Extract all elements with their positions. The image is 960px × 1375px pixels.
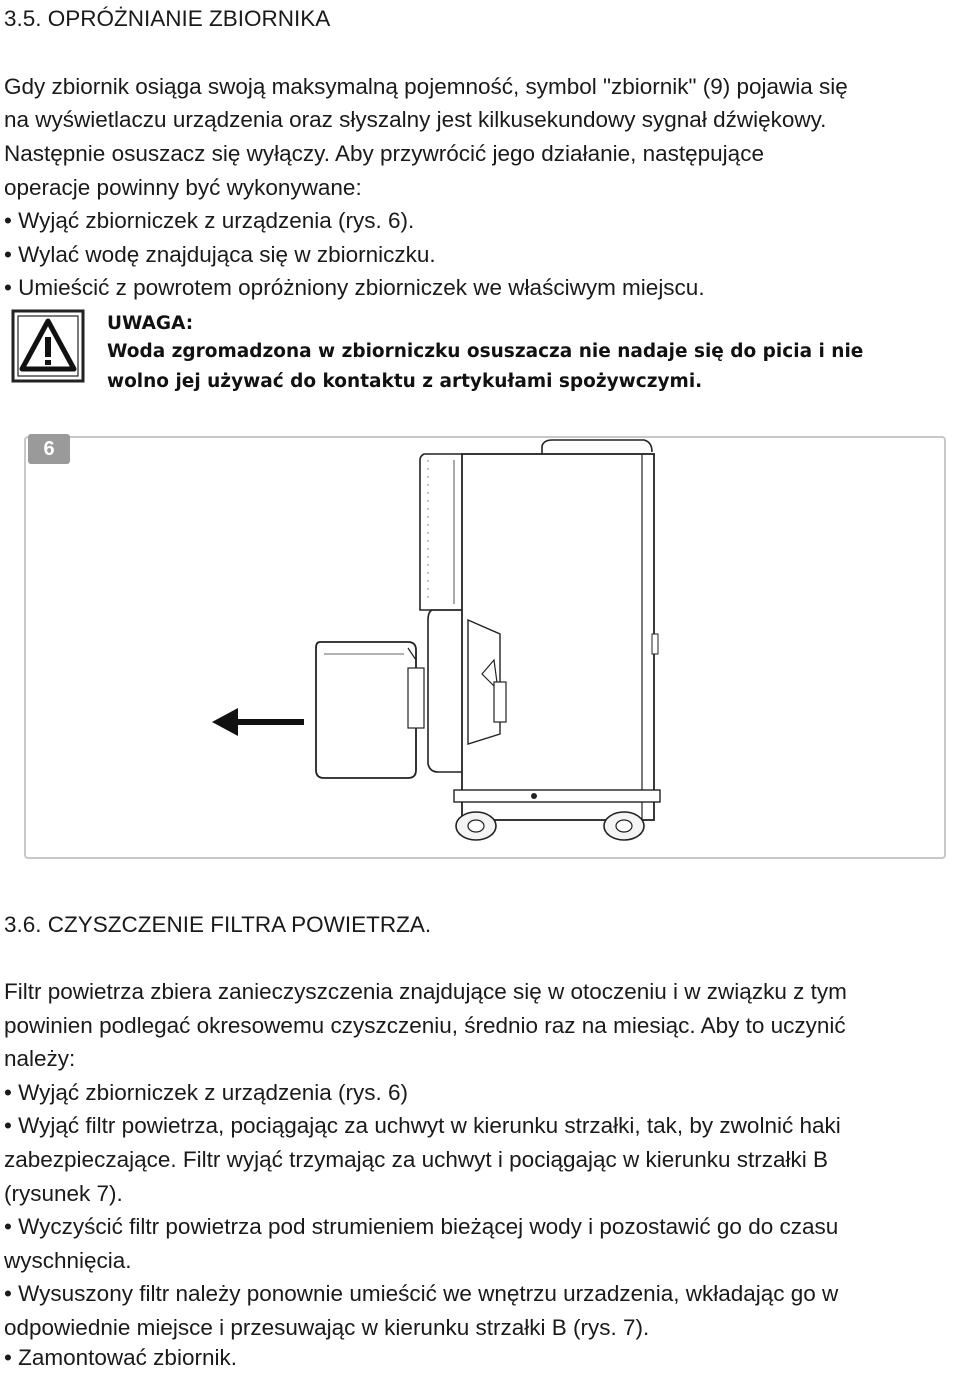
bullet-item: • Wysuszony filtr należy ponownie umieścić we wnętrzu urzadzenia, wkładając go w — [4, 1281, 839, 1306]
paragraph-line: Gdy zbiornik osiąga swoją maksymalną pojemność, symbol "zbiornik" (9) pojawia się — [4, 74, 848, 99]
paragraph-line: odpowiednie miejsce i przesuwając w kierunku strzałki B (rys. 7). — [4, 1315, 650, 1340]
paragraph-line: zabezpieczające. Filtr wyjąć trzymając za uchwyt i pociągając w kierunku strzałki B — [4, 1147, 829, 1172]
paragraph-line: Filtr powietrza zbiera zanieczyszczenia znajdujące się w otoczeniu i w związku z tym — [4, 979, 847, 1004]
paragraph-line: należy: — [4, 1046, 76, 1071]
bullet-item: • Wyjąć zbiorniczek z urządzenia (rys. 6). — [4, 208, 415, 233]
paragraph-line: operacje powinny być wykonywane: — [4, 175, 362, 200]
section-3-5-heading: 3.5. OPRÓŻNIANIE ZBIORNIKA — [4, 6, 331, 31]
bullet-item: • Wyjąć filtr powietrza, pociągając za uchwyt w kierunku strzałki, tak, by zwolnić haki — [4, 1113, 841, 1138]
figure-6-illustration — [24, 434, 946, 860]
paragraph-line: powinien podlegać okresowemu czyszczeniu, średnio raz na miesiąc. Aby to uczynić — [4, 1013, 846, 1038]
paragraph-line: na wyświetlaczu urządzenia oraz słyszalny jest kilkusekundowy sygnał dźwiękowy. — [4, 107, 827, 132]
section-3-6-heading: 3.6. CZYSZCZENIE FILTRA POWIETRZA. — [4, 912, 432, 937]
bullet-item: • Umieścić z powrotem opróżniony zbiorniczek we właściwym miejscu. — [4, 275, 705, 300]
warning-title: UWAGA: — [107, 313, 194, 334]
bullet-item: • Zamontować zbiornik. — [4, 1345, 237, 1370]
bullet-item: • Wylać wodę znajdująca się w zbiorniczku. — [4, 242, 436, 267]
bullet-item: • Wyjąć zbiorniczek z urządzenia (rys. 6) — [4, 1080, 409, 1105]
warning-icon — [11, 309, 85, 383]
paragraph-line: wyschnięcia. — [4, 1248, 132, 1273]
paragraph-line: (rysunek 7). — [4, 1181, 123, 1206]
figure-number-badge: 6 — [28, 434, 70, 464]
warning-text: wolno jej używać do kontaktu z artykułami spożywczymi. — [107, 371, 703, 392]
warning-text: Woda zgromadzona w zbiorniczku osuszacza nie nadaje się do picia i nie — [107, 341, 864, 362]
bullet-item: • Wyczyścić filtr powietrza pod strumieniem bieżącej wody i pozostawić go do czasu — [4, 1214, 839, 1239]
paragraph-line: Następnie osuszacz się wyłączy. Aby przywrócić jego działanie, następujące — [4, 141, 764, 166]
